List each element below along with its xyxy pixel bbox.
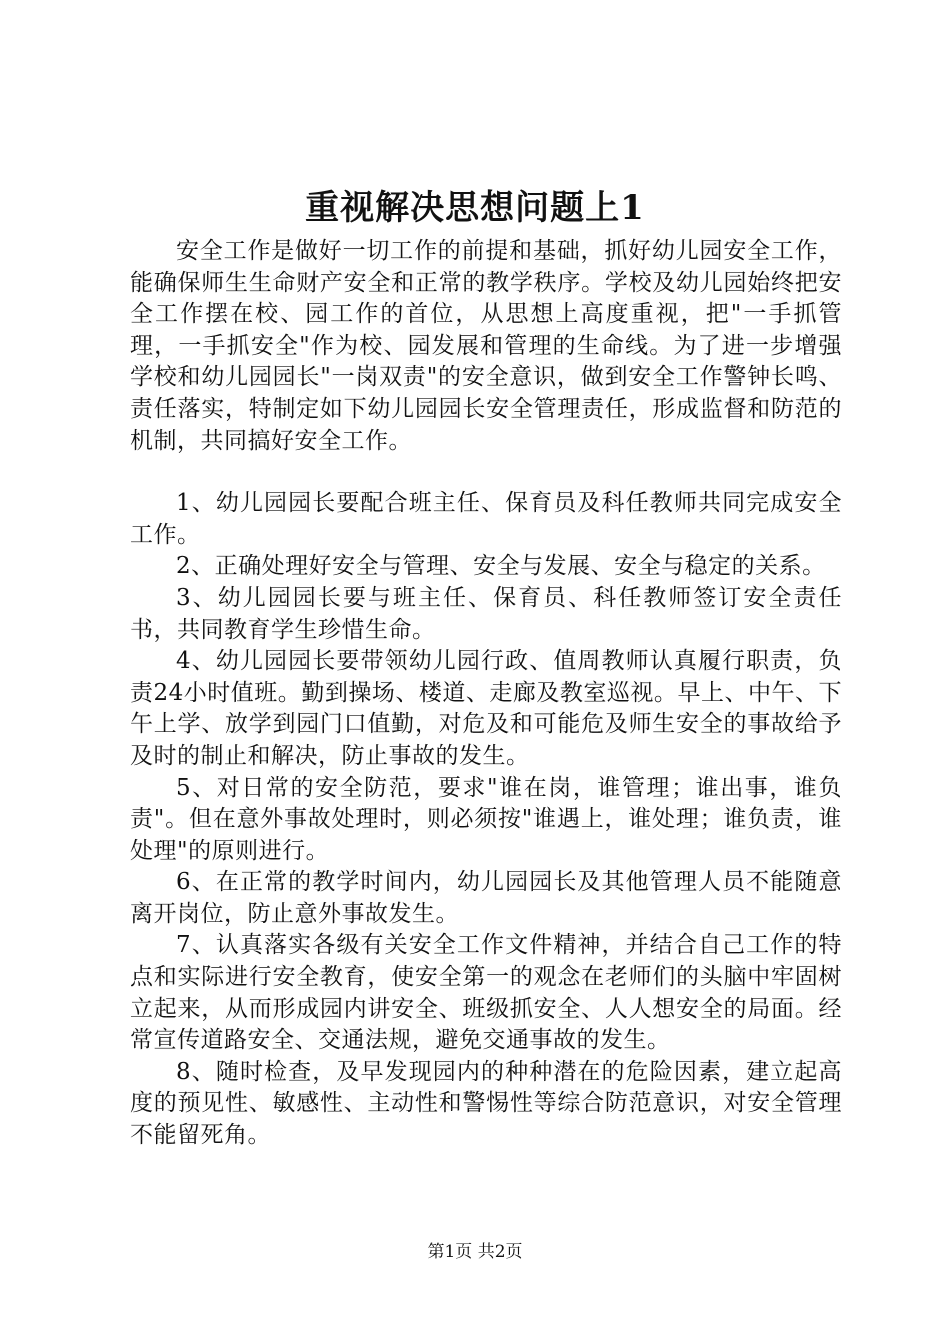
- list-item-2: 2、正确处理好安全与管理、安全与发展、安全与稳定的关系。: [176, 553, 826, 580]
- list-item-3: 3、幼儿园园长要与班主任、保育员、科任教师签订安全责任书，共同教育学生珍惜生命。: [130, 584, 842, 643]
- document-title: 重视解决思想问题上1: [305, 188, 645, 228]
- document-body: [130, 236, 842, 1152]
- list-item-8: 8、随时检查，及早发现园内的种种潜在的危险因素，建立起高度的预见性、敏感性、主动性和警惕性等综合防范意识，对安全管理不能留死角。: [130, 1058, 842, 1149]
- page-number-footer: 第1页 共2页: [427, 1242, 523, 1262]
- list-item-5: 5、对日常的安全防范，要求"谁在岗，谁管理；谁出事，谁负责"。但在意外事故处理时，则必须按"谁遇上，谁处理；谁负责，谁处理"的原则进行。: [130, 774, 842, 864]
- list-item-7: 7、认真落实各级有关安全工作文件精神，并结合自己工作的特点和实际进行安全教育，使安全第一的观念在老师们的头脑中牢固树立起来，从而形成园内讲安全、班级抓安全、人人想安全的局面。经常宣传道路安全、交通法规，避免交通事故的发生。: [130, 932, 842, 1054]
- list-item-6: 6、在正常的教学时间内，幼儿园园长及其他管理人员不能随意离开岗位，防止意外事故发生。: [130, 869, 842, 927]
- intro-paragraph: 安全工作是做好一切工作的前提和基础，抓好幼儿园安全工作，能确保师生生命财产安全和正常的教学秩序。学校及幼儿园始终把安全工作摆在校、园工作的首位，从思想上高度重视，把"一手抓管理，一手抓安全"作为校、园发展和管理的生命线。为了进一步增强学校和幼儿园园长"一岗双责"的安全意识，做到安全工作警钟长鸣、责任落实，特制定如下幼儿园园长安全管理责任，形成监督和防范的机制，共同搞好安全工作。: [130, 238, 842, 454]
- list-item-1: 1、幼儿园园长要配合班主任、保育员及科任教师共同完成安全工作。: [130, 490, 842, 548]
- list-item-4: 4、幼儿园园长要带领幼儿园行政、值周教师认真履行职责，负责24小时值班。勤到操场、楼道、走廊及教室巡视。早上、中午、下午上学、放学到园门口值勤，对危及和可能危及师生安全的事故给予及时的制止和解决，防止事故的发生。: [130, 648, 842, 769]
